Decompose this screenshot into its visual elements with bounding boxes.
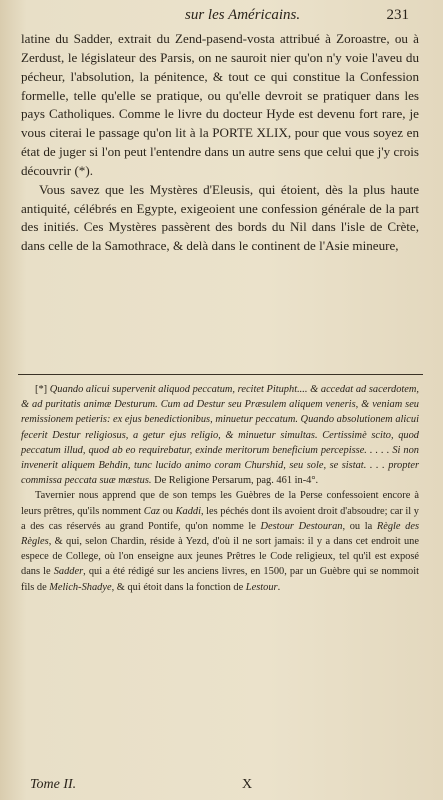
page-header: [0, 6, 443, 26]
page-footer: [30, 777, 413, 795]
text-run: , qui a été rédigé sur les anciens livres, en 1500, par un Guèbre qui se nommoit fils de: [21, 566, 419, 593]
signature-mark: X: [242, 777, 253, 792]
text-run: , ou la: [342, 520, 377, 532]
term-kaddi: Kaddi: [175, 505, 201, 517]
paragraph: Vous savez que les Mystères d'Eleusis, qui étoient, dès la plus haute antiquité, célébrés en Egypte, exigeoient une confession générale de la part des initiés. Ces Mystères passèrent des bords du Nil dans l'isle de Crète, dans celle de la Samothrace, & delà dans le continent de l'Asie mineure,: [21, 181, 419, 254]
term-destour: Destour Destouran: [260, 520, 343, 532]
term-regle: Règle des Règles: [21, 520, 419, 548]
footnote-tavernier: [21, 488, 419, 594]
text-run: Tavernier nous apprend que de son temps les Guèbres de la Perse confessoient encore à leurs prêtres, qu'ils nomment: [21, 490, 419, 517]
term-sadder: Sadder: [53, 566, 84, 578]
page-number: 231: [386, 7, 409, 23]
footnotes: [21, 382, 419, 595]
running-head: sur les Américains.: [185, 7, 301, 23]
footnote-divider: [18, 374, 423, 375]
volume-label: Tome II.: [30, 777, 77, 792]
footnote-source: De Religione Persarum, pag. 461 in-4°.: [154, 475, 319, 487]
text-run: , & qui, selon Chardin, réside à Yezd, d'où il ne sort jamais: il y a dans cet endroit une espece de College, où l'on enseigne aux jeunes Prêtres le Code religieux, tel qu'il est exposé dans le: [21, 536, 419, 578]
text-run: ou: [159, 505, 176, 517]
footnote-mark: [*]: [35, 384, 48, 395]
paragraph: latine du Sadder, extrait du Zend-pasend-vosta attribué à Zoroastre, ou à Zerdust, le législateur des Parsis, on ne sauroit nier qu'on n'y voie l'aveu du pécheur, l'absolution, la pénitence, & tout ce qui constitue la Confession formelle, telle qu'elle se pratique, ou qu'elle devroit se pratiquer dans les pays Catholiques. Comme le livre du docteur Hyde est devenu fort rare, je vous citerai le passage qu'on lit à la PORTE XLIX, pour que vous soyez en état de juger si l'on peut l'entendre dans un autre sens que celui que j'y crois découvrir (*).: [21, 31, 419, 178]
term-caz: Caz: [143, 505, 160, 517]
footnote-latin: [21, 382, 419, 488]
latin-quote: Quando alicui supervenit aliquod peccatum, recitet Pitupht.... & accedat ad sacerdotem, & ad puritatis animæ Desturum. Cum ad Destur seu Præsulem aliquem veneris, & veniam seu remissionem petieris: ex ejus benedictionibus, minuetur peccatum. Quando absolutionem alicui fecerit Destur religiosus, a getur ejus religio, & minuetur simultas. Certissimè scito, quod peccatum illud, quod ab eo requirebatur, exinde meritorum beneficium percepisse. . . . . Si non invenerit aliquem Behdin, tunc lucido animo coram Churshid, seu sole, se sistat. . . . propter commissa peccata suæ mæstus.: [21, 384, 420, 487]
text-run: .: [277, 581, 281, 593]
main-text: [21, 30, 419, 256]
text-run: , & qui étoit dans la fonction de: [111, 581, 246, 593]
text-run: , les péchés dont ils avoient droit d'absoudre; car il y a des cas réservés au grand Pontife, qu'on nomme le: [21, 505, 419, 532]
term-melich: Melich-Shadye: [49, 581, 112, 593]
term-lestour: Lestour: [245, 581, 278, 593]
